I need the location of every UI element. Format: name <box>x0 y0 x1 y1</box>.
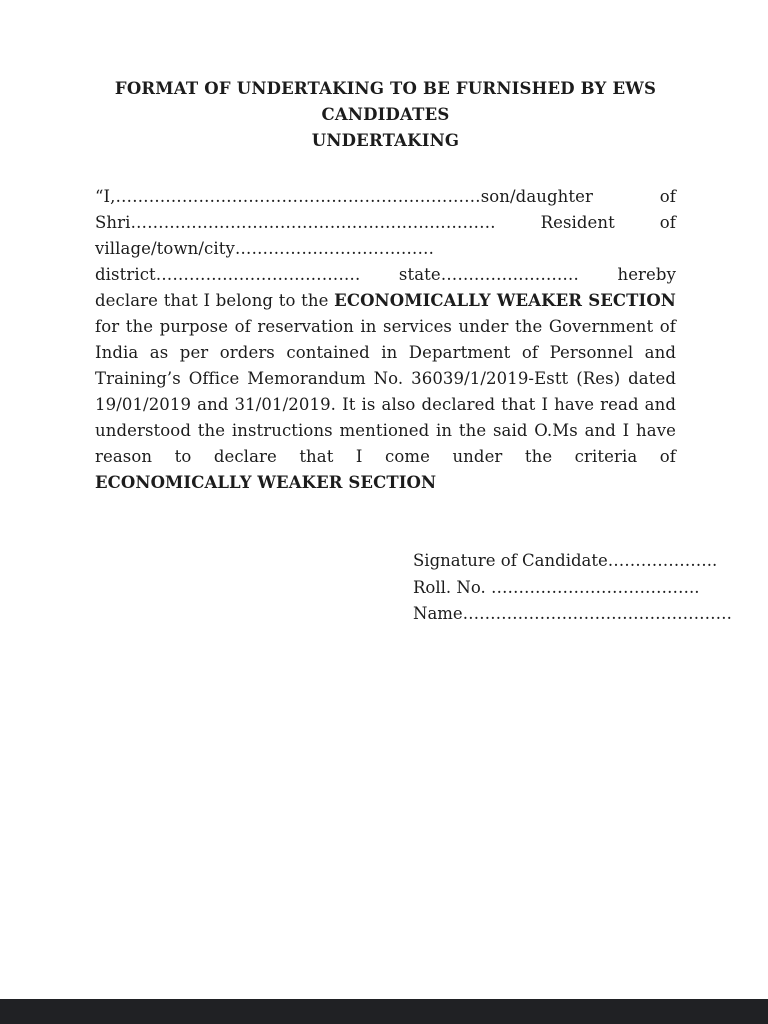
signature-block <box>95 548 732 628</box>
undertaking-paragraph <box>95 184 676 496</box>
viewer-footer-bar <box>0 999 768 1024</box>
paragraph-segment-1: “I,…………………………………………………………son/daughter of Shri………………………………………………………… Resident of village/town/city………………………………district………………………………. state……………………. hereby declare that I belong to the <box>95 187 676 310</box>
title-line-2: UNDERTAKING <box>311 131 460 150</box>
roll-no-line: Roll. No. ……………………………….. <box>413 577 700 597</box>
document-title <box>95 76 676 154</box>
name-line: Name…………………………………………. <box>413 604 732 623</box>
signature-of-candidate-line: Signature of Candidate……………….. <box>413 551 718 570</box>
title-line-1: FORMAT OF UNDERTAKING TO BE FURNISHED BY EWS CANDIDATES <box>114 79 657 124</box>
paragraph-segment-3: for the purpose of reservation in services under the Government of India as per orders contained in Department of Personnel and Training’s Office Memorandum No. 36039/1/2019-Estt (Res) dated 19/01/2019 and 31/01/2019. It is also declared that I have read and understood the instructions mentioned in the said O.Ms and I have reason to declare that I come under the criteria of <box>95 317 676 466</box>
paragraph-segment-2-bold: ECONOMICALLY WEAKER SECTION <box>334 291 676 310</box>
paragraph-segment-4-bold: ECONOMICALLY WEAKER SECTION <box>95 473 437 492</box>
